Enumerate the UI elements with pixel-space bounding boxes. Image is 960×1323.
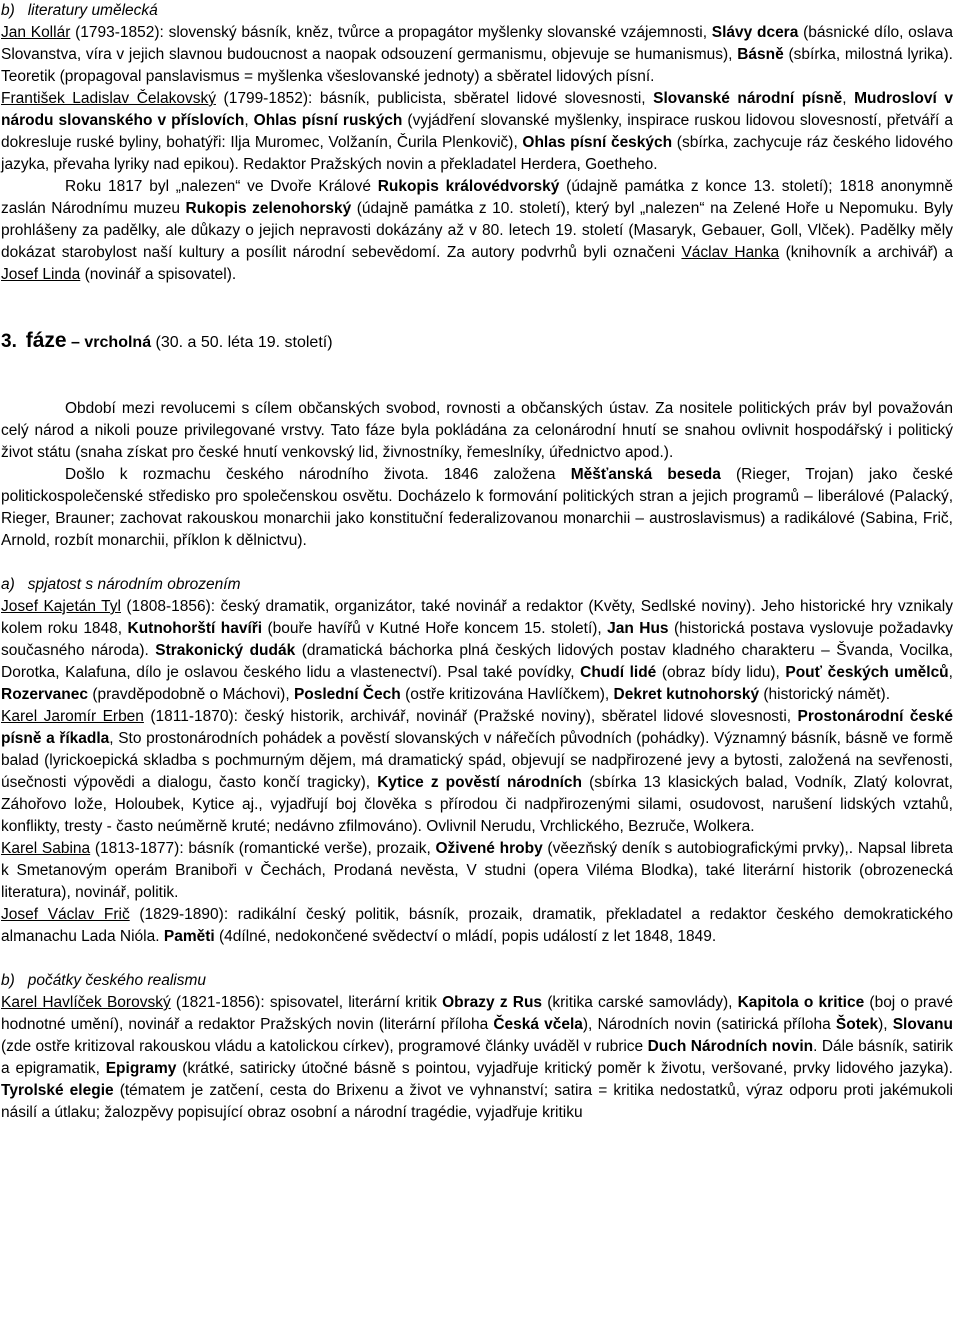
author-name: Karel Sabina <box>1 840 91 857</box>
author-name: Karel Havlíček Borovský <box>1 994 171 1011</box>
work-title: Paměti <box>163 928 215 945</box>
paragraph-sabina: Karel Sabina (1813-1877): básník (romantické verše), prozaik, Oživené hroby (věezňský deník s autobiografickými prvky),. Napsal libreta k Smetanovým operám Braniboři v Čechách, Prodaná nevěsta, V studni (opera Viléma Blodka), také literární historik (obrozenecká literatura), novinář, politik. <box>1 840 954 901</box>
work-title: Chudí lidé <box>580 664 657 681</box>
work-title: Rozervanec <box>1 686 89 703</box>
phase-heading: 3. fáze – vrcholná (30. a 50. léta 19. století) <box>1 329 333 352</box>
work-title: Epigramy <box>105 1060 177 1077</box>
author-name: Josef Linda <box>1 266 81 283</box>
work-title: Básně <box>737 46 784 63</box>
author-name: Jan Kollár <box>1 24 71 41</box>
work-title: Slávy dcera <box>711 24 799 41</box>
section-heading-spjatost: a) spjatost s národním obrozením <box>1 576 241 593</box>
author-name: Josef Kajetán Tyl <box>1 598 121 615</box>
work-title: Tyrolské elegie <box>1 1082 114 1099</box>
work-title: Kytice z pověstí národních <box>377 774 582 791</box>
paragraph-obdobi: Období mezi revolucemi s cílem občanských svobod, rovnosti a občanských ústav. Za nositele politických práv byl považován celý národ a nikoli pouze privilegované vrstvy. Tato fáze byla pokládána za celonárodní hnutí se snahou ovlivnit hospodářský i politický život státu (snaha získat pro české hnutí venkovský lid, živnostníky, řemeslníky, úřednictvo apod.). <box>1 400 953 461</box>
author-name: Karel Jaromír Erben <box>1 708 144 725</box>
paragraph-erben: Karel Jaromír Erben (1811-1870): český historik, archivář, novinář (Pražské noviny), sběratel lidové slovesnosti, Prostonárodní české písně a říkadla, Sto prostonárodních pohádek a pověstí slovanských v nářečích původních (pohádky). Významný básník, básně ve formě balad (lyrickoepická skladba s pochmurným dějem, má dramatický spád, objevují se nadpřirozené jevy a bytosti, založená na sevřenosti, úsečnosti výpovědi a dialogu, často končí tragicky), Kytice z pověstí národních (sbírka 13 klasických balad, Vodník, Zlatý kolovrat, Záhořovo lože, Holoubek, Kytice aj., vyjadřují boj člověka s přírodou či nadpřirozenými silami, osudovost, narušení lidských vztahů, konflikty, tresty - často neúměrně kruté; nedávno zfilmováno). Ovlivnil Nerudu, Vrchlického, Bezruče, Wolkera. <box>1 708 953 835</box>
author-name: Václav Hanka <box>681 244 780 261</box>
work-title: Pouť českých umělců <box>785 664 949 681</box>
work-title: Ohlas písní ruských <box>253 112 403 129</box>
paragraph-havlicek: Karel Havlíček Borovský (1821-1856): spisovatel, literární kritik Obrazy z Rus (kritika carské samovlády), Kapitola o kritice (boj o pravé hodnotné umění), novinář a redaktor Pražských novin (literární příloha Česká včela), Národních novin (satirická příloha Šotek), Slovanu (zde ostře kritizoval rakouskou vládu a katolickou církev), programové články uváděl v rubrice Duch Národních novin. Dále básník, satirik a epigramatik, Epigramy (krátké, satiricky útočné básně s pointou, vyjadřuje kritický poměr k životu, veršované, prvky lidového jazyka). Tyrolské elegie (tématem je zatčení, cesta do Brixenu a život ve vyhnanství; satira = kritika nedostatků, výraz odporu proti jakémukoli násilí a útlaku; žalozpěvy popisující obraz osobní a národní tragédie, vyjadřuje kritiku <box>1 994 954 1121</box>
work-title: Jan Hus <box>607 620 669 637</box>
paragraph-tyl: Josef Kajetán Tyl (1808-1856): český dramatik, organizátor, také novinář a redaktor (Květy, Sedlské noviny). Jeho historické hry vznikaly kolem roku 1848, Kutnohorští havíři (bouře havířů v Kutné Hoře koncem 15. století), Jan Hus (historická postava vyslovuje požadavky současného národa). Strakonický dudák (dramatická báchorka plná českých lidových postav kladného charakteru – Švanda, Vocilka, Dorotka, Kalafuna, dílo je oslavou českého lidu a vlastenectví). Psal také povídky, Chudí lidé (obraz bídy lidu), Pouť českých umělců, Rozervanec (pravděpodobně o Máchovi), Poslední Čech (ostře kritizována Havlíčkem), Dekret kutnohorský (historický námět). <box>1 598 954 703</box>
work-title: Rukopis královédvorský <box>377 178 560 195</box>
work-title: Ohlas písní českých <box>522 134 673 151</box>
section-heading-pocatky-realismu: b) počátky českého realismu <box>1 972 207 989</box>
paragraph-doslo: Došlo k rozmachu českého národního života. 1846 založena Měšťanská beseda (Rieger, Trojan) jako české politickospolečenské středisko pro společenskou osvětu. Docházelo k formování politických stran a jejich programů – liberálové (Palacký, Rieger, Brauner; zachovat rakouskou monarchii jako konstituční federalizovanou monarchii – austroslavismus) a radikálové (Sabina, Frič, Arnold, rozbít monarchii, příklon k dělnictvu). <box>1 466 953 549</box>
work-title: Česká včela <box>493 1016 583 1033</box>
paragraph-kollar: Jan Kollár (1793-1852): slovenský básník, kněz, tvůrce a propagátor myšlenky slovanské vzájemnosti, Slávy dcera (básnické dílo, oslava Slovanstva, víra v jejich slavnou budoucnost a naopak odsouzení germanismu, objevuje se humanismus), Básně (sbírka, milostná lyrika). Teoretik (propagoval panslavismus = myšlenka všeslovanské jednoty) a sběratel lidových písní. <box>1 24 953 85</box>
author-name: František Ladislav Čelakovský <box>1 90 216 107</box>
work-title: Obrazy z Rus <box>442 994 543 1011</box>
work-title: Poslední Čech <box>293 686 401 703</box>
work-title: Rukopis zelenohorský <box>185 200 352 217</box>
paragraph-fric: Josef Václav Frič (1829-1890): radikální český politik, básník, prozaik, dramatik, překladatel a redaktor českého demokratického almanachu Lada Nióla. Paměti (4dílné, nedokončené svědectví o mládí, popis událostí z let 1848, 1849. <box>1 906 953 945</box>
work-title: Měšťanská beseda <box>570 466 721 483</box>
work-title: Dekret kutnohorský <box>613 686 760 703</box>
paragraph-rukopisy: Roku 1817 byl „nalezen“ ve Dvoře Králové Rukopis královédvorský (údajně památka z konce 13. století); 1818 anonymně zaslán Národnímu muzeu Rukopis zelenohorský (údajně památka z 10. století), který byl „nalezen“ na Zelené Hoře u Nepomuku. Byly prohlášeny za padělky, ale důkazy o jejich nepravosti dokázány až v 80. letech 19. století (Masaryk, Gebauer, Goll, Vlček). Padělky měly dokázat starobylost naší kultury a posílit národní sebevědomí. Za autory podvrhů byli označeni Václav Hanka (knihovník a archivář) a Josef Linda (novinář a spisovatel). <box>1 178 954 283</box>
paragraph-celakovsky: František Ladislav Čelakovský (1799-1852): básník, publicista, sběratel lidové slovesnosti, Slovanské národní písně, Mudrosloví v národu slovanského v příslovích, Ohlas písní ruských (vyjádření slovanské myšlenky, inspirace ruskou lidovou slovesností, přetváří a dokresluje ruské byliny, bohatýři: Ilja Muromec, Volžanín, Čurila Plenkovič), Ohlas písní českých (sbírka, zachycuje ráz českého lidového jazyka, převaha lyriky nad epikou). Redaktor Pražských novin a překladatel Herdera, Goetheho. <box>1 90 953 173</box>
work-title: Šotek <box>835 1016 879 1033</box>
work-title: Kapitola o kritice <box>737 994 865 1011</box>
work-title: Duch Národních novin <box>647 1038 814 1055</box>
author-name: Josef Václav Frič <box>1 906 130 923</box>
document-page <box>1 0 953 1124</box>
work-title: Strakonický dudák <box>155 642 296 659</box>
work-title: Slovanské národní písně <box>653 90 843 107</box>
work-title: Mudrosloví v národu slovanského v příslovích <box>1 90 953 129</box>
work-title: Slovanu <box>892 1016 953 1033</box>
work-title: Kutnohorští havíři <box>127 620 263 637</box>
section-heading-literatura-umelecka: b) literatury umělecká <box>1 2 158 19</box>
work-title: Prostonárodní české písně a říkadla <box>1 708 953 747</box>
work-title: Oživené hroby <box>435 840 543 857</box>
